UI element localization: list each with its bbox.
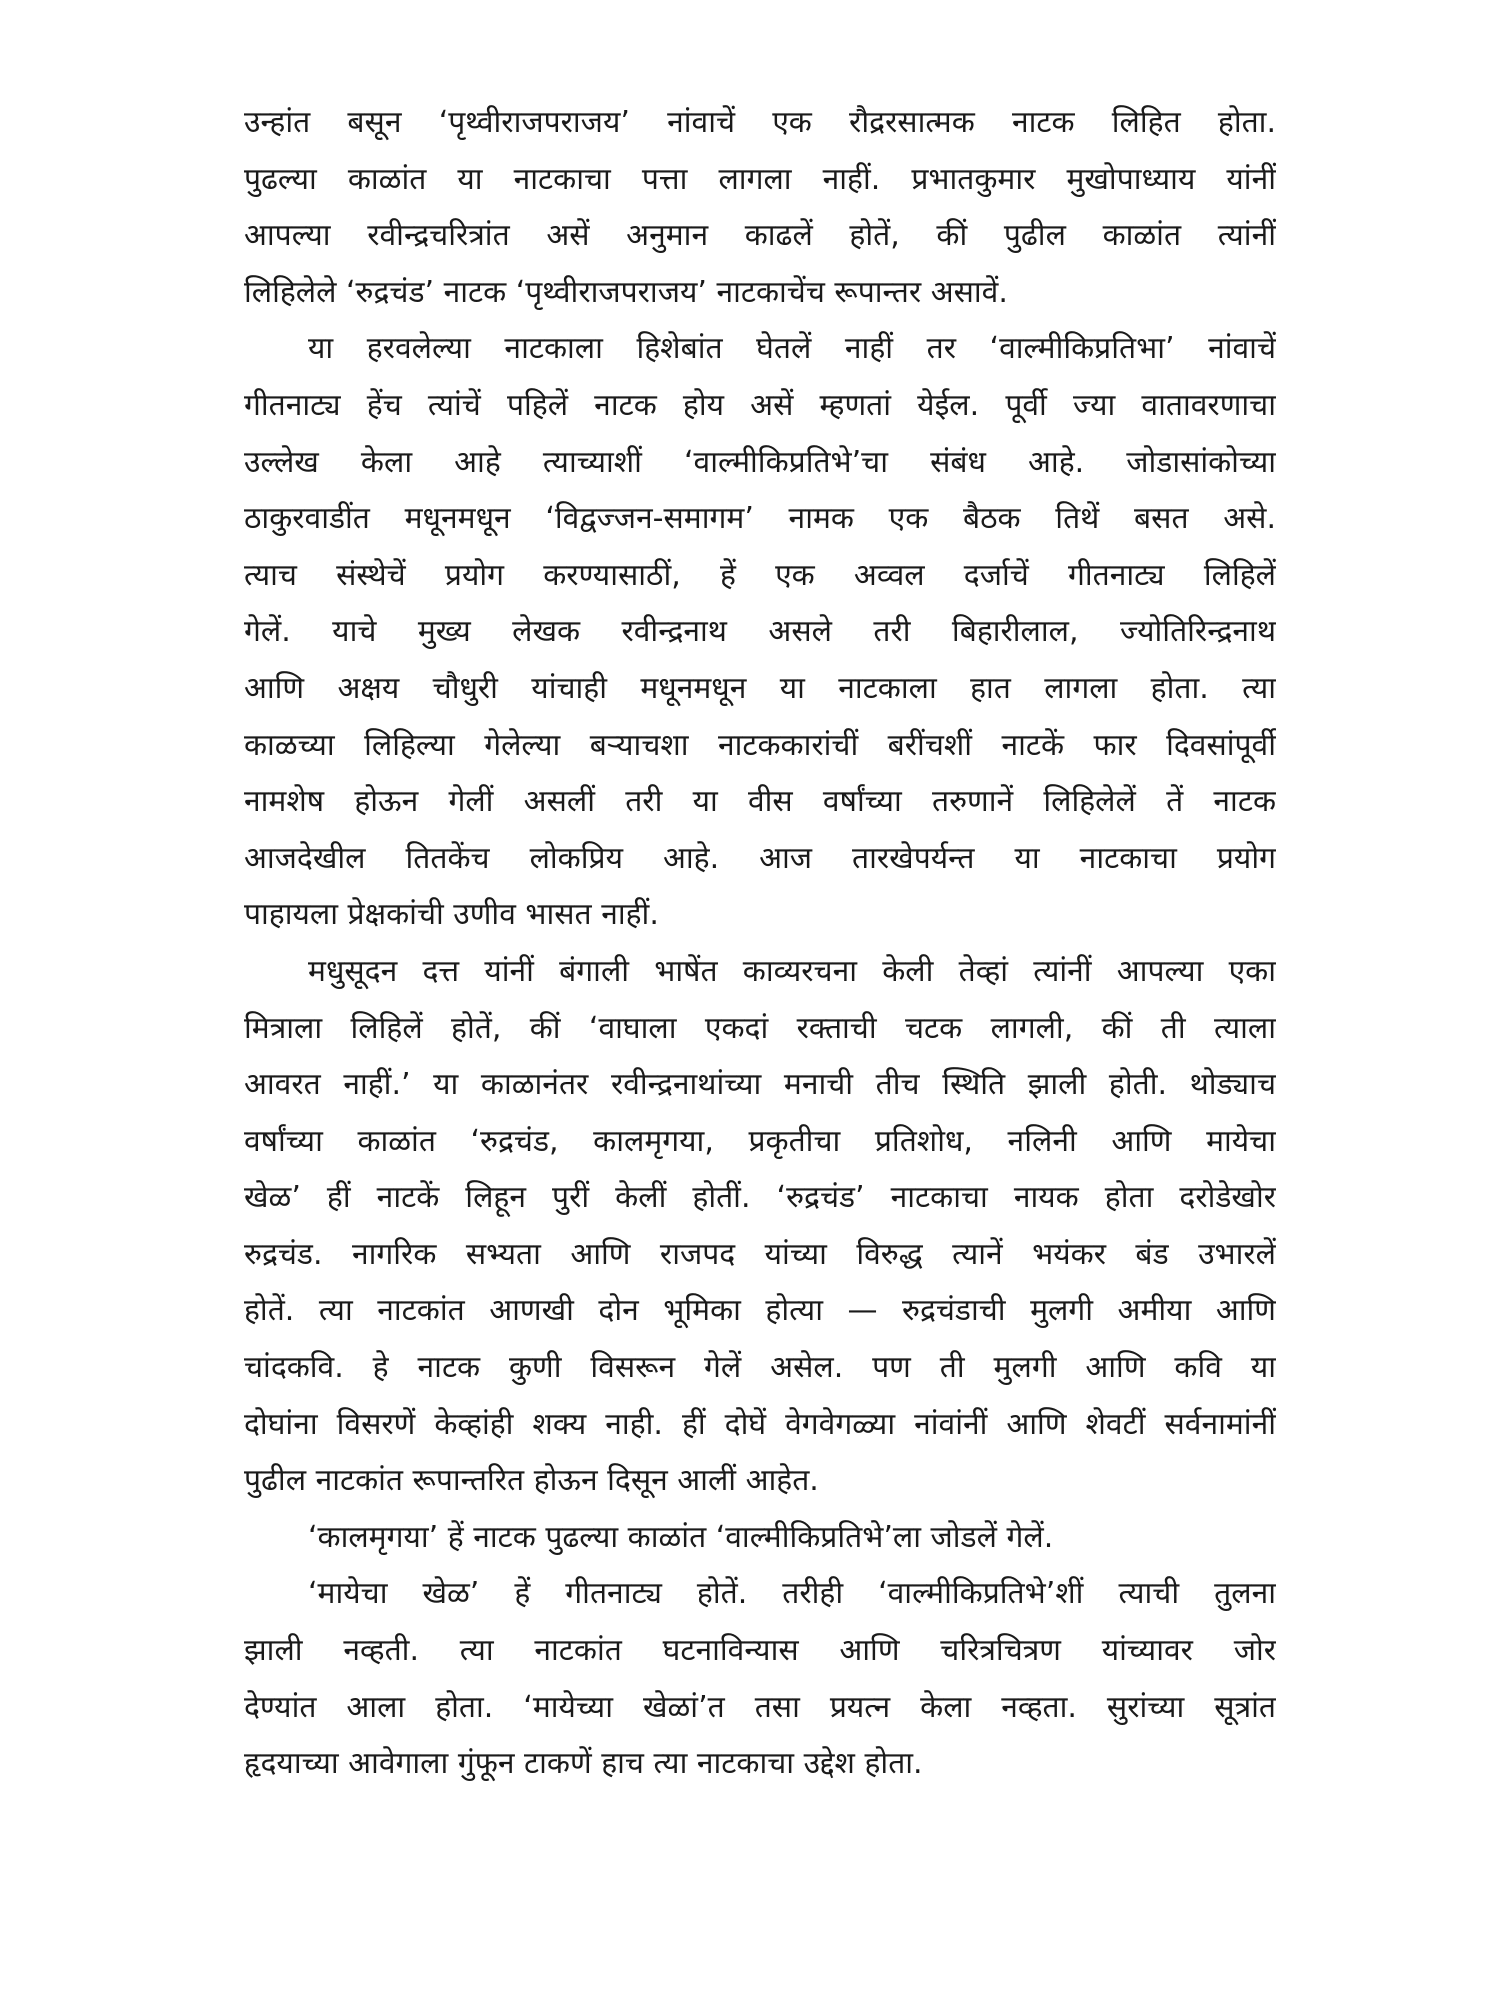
paragraph-start-line: या हरवलेल्या नाटकाला हिशेबांत घेतलें नाहीं तर ‘वाल्मीकिप्रतिभा’ नांवाचें (308, 331, 1276, 367)
text-line: त्याच संस्थेचें प्रयोग करण्यासाठीं, हें एक अव्वल दर्जाचें गीतनाट्य लिहिलें (244, 557, 1276, 593)
text-line: उन्हांत बसून ‘पृथ्वीराजपराजय’ नांवाचें एक रौद्ररसात्मक नाटक लिहित होता. (244, 105, 1276, 140)
text-line: गेलें. याचे मुख्य लेखक रवीन्द्रनाथ असले तरी बिहारीलाल, ज्योतिरिन्द्रनाथ (244, 614, 1276, 650)
text-line: दोघांना विसरणें केव्हांही शक्य नाही. हीं दोघें वेगवेगळ्या नांवांनीं आणि शेवटीं सर्वनामांनीं (244, 1406, 1276, 1442)
text-line: मित्राला लिहिलें होतें, कीं ‘वाघाला एकदां रक्ताची चटक लागली, कीं ती त्याला (244, 1010, 1276, 1046)
text-line: होतें. त्या नाटकांत आणखी दोन भूमिका होत्या — रुद्रचंडाची मुलगी अमीया आणि (244, 1293, 1276, 1329)
text-line: आपल्या रवीन्द्रचरित्रांत असें अनुमान काढलें होतें, कीं पुढील काळांत त्यांनीं (244, 218, 1276, 254)
text-line: उल्लेख केला आहे त्याच्याशीं ‘वाल्मीकिप्रतिभे’चा संबंध आहे. जोडासांकोच्या (244, 444, 1276, 480)
text-line: आणि अक्षय चौधुरी यांचाही मधूनमधून या नाटकाला हात लागला होता. त्या (244, 670, 1276, 706)
text-line: लिहिलेले ‘रुद्रचंड’ नाटक ‘पृथ्वीराजपराजय’ नाटकाचेंच रूपान्तर असावें. (244, 274, 1008, 310)
text-line: रुद्रचंड. नागरिक सभ्यता आणि राजपद यांच्या विरुद्ध त्यानें भयंकर बंड उभारलें (244, 1236, 1276, 1272)
text-line: हृदयाच्या आवेगाला गुंफून टाकणें हाच त्या नाटकाचा उद्देश होता. (244, 1746, 923, 1782)
text-line: पुढील नाटकांत रूपान्तरित होऊन दिसून आलीं आहेत. (244, 1463, 819, 1499)
page-body-text (244, 95, 1276, 1793)
text-line: चांदकवि. हे नाटक कुणी विसरून गेलें असेल. पण ती मुलगी आणि कवि या (244, 1350, 1276, 1386)
text-line: पुढल्या काळांत या नाटकाचा पत्ता लागला नाहीं. प्रभातकुमार मुखोपाध्याय यांनीं (244, 161, 1276, 197)
text-line: पाहायला प्रेक्षकांची उणीव भासत नाहीं. (244, 897, 659, 933)
text-line: झाली नव्हती. त्या नाटकांत घटनाविन्यास आणि चरित्रचित्रण यांच्यावर जोर (244, 1633, 1276, 1669)
paragraph-start-line: ‘कालमृगया’ हें नाटक पुढल्या काळांत ‘वाल्मीकिप्रतिभे’ला जोडलें गेलें. (308, 1519, 1054, 1555)
text-line: देण्यांत आला होता. ‘मायेच्या खेळां’त तसा प्रयत्न केला नव्हता. सुरांच्या सूत्रांत (244, 1689, 1276, 1725)
paragraph-start-line: ‘मायेचा खेळ’ हें गीतनाट्य होतें. तरीही ‘वाल्मीकिप्रतिभे’शीं त्याची तुलना (308, 1576, 1276, 1612)
text-line: खेळ’ हीं नाटकें लिहून पुरीं केलीं होतीं. ‘रुद्रचंड’ नाटकाचा नायक होता दरोडेखोर (244, 1180, 1276, 1216)
text-line: आजदेखील तितकेंच लोकप्रिय आहे. आज तारखेपर्यन्त या नाटकाचा प्रयोग (244, 840, 1276, 876)
text-line: ठाकुरवाडींत मधूनमधून ‘विद्वज्जन-समागम’ नामक एक बैठक तिथें बसत असे. (244, 501, 1276, 537)
text-line: वर्षांच्या काळांत ‘रुद्रचंड, कालमृगया, प्रकृतीचा प्रतिशोध, नलिनी आणि मायेचा (244, 1123, 1276, 1159)
text-line: गीतनाट्य हेंच त्यांचें पहिलें नाटक होय असें म्हणतां येईल. पूर्वी ज्या वातावरणाचा (244, 387, 1276, 423)
text-line: आवरत नाहीं.’ या काळानंतर रवीन्द्रनाथांच्या मनाची तीच स्थिति झाली होती. थोड्याच (244, 1067, 1276, 1103)
text-line: नामशेष होऊन गेलीं असलीं तरी या वीस वर्षांच्या तरुणानें लिहिलेलें तें नाटक (244, 784, 1276, 820)
text-line: काळच्या लिहिल्या गेलेल्या बऱ्याचशा नाटककारांचीं बरींचशीं नाटकें फार दिवसांपूर्वी (244, 727, 1276, 763)
paragraph-start-line: मधुसूदन दत्त यांनीं बंगाली भाषेंत काव्यरचना केली तेव्हां त्यांनीं आपल्या एका (308, 953, 1276, 989)
